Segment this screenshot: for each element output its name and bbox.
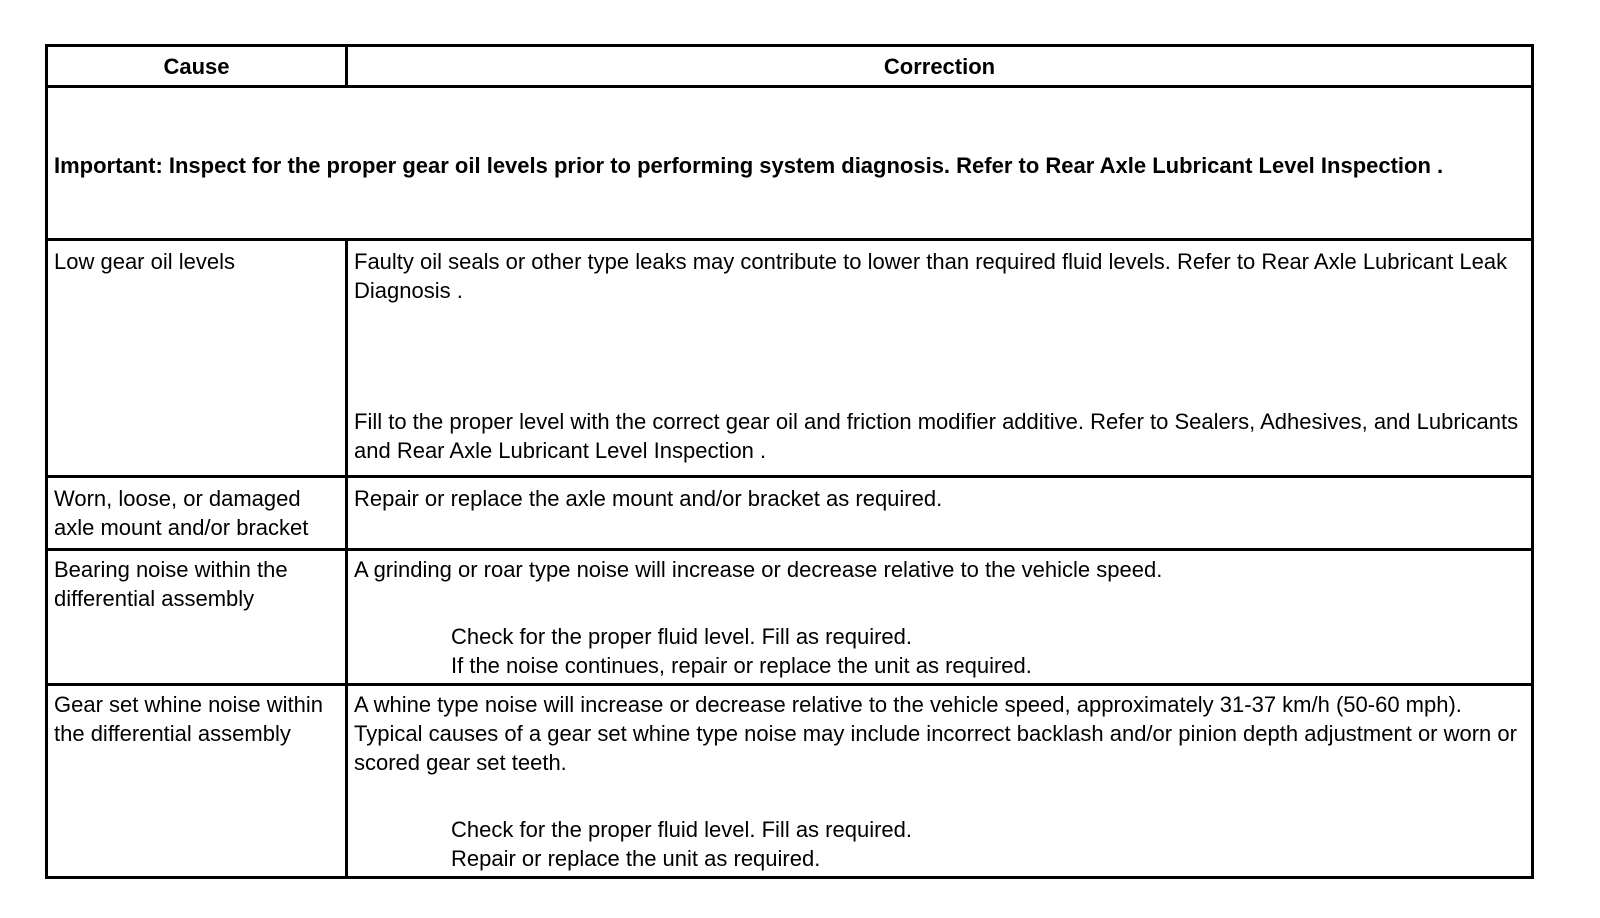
correction-text: Faulty oil seals or other type leaks may contribute to lower than required fluid levels. Refer to Rear Axle Lubricant Leak Diagnosis . [354, 249, 1508, 303]
correction-header: Correction [347, 46, 1533, 87]
important-note: Important: Inspect for the proper gear oil levels prior to performing system diagnosis. Refer to Rear Axle Lubricant Level Inspection . [54, 152, 1444, 178]
correction-cell [347, 477, 1533, 550]
correction-text: Fill to the proper level with the correct gear oil and friction modifier additive. Refer to Sealers, Adhesives, and Lubricants and Rear Axle Lubricant Level Inspection . [354, 409, 1519, 463]
correction-step: Repair or replace the unit as required. [451, 846, 821, 871]
cause-cell: Gear set whine noise within the differential assembly [47, 685, 347, 878]
table-row [47, 550, 1533, 685]
correction-cell [347, 550, 1533, 685]
correction-cell [347, 685, 1533, 878]
table-row [47, 477, 1533, 550]
correction-step: Check for the proper fluid level. Fill as required. [451, 624, 912, 649]
header-row [47, 46, 1533, 87]
correction-step: If the noise continues, repair or replace the unit as required. [451, 653, 1032, 678]
correction-text: Repair or replace the axle mount and/or bracket as required. [354, 486, 943, 511]
cause-header: Cause [47, 46, 347, 87]
cause-cell: Low gear oil levels [47, 240, 347, 477]
important-note-row [47, 87, 1533, 240]
correction-cell [347, 240, 1533, 477]
diagnosis-table [45, 44, 1534, 879]
table-row [47, 240, 1533, 477]
correction-text: A whine type noise will increase or decrease relative to the vehicle speed, approximately 31-37 km/h (50-60 mph). Typical causes of a gear set whine type noise may include incorrect backlash and/or pinion depth adjustment or worn or scored gear set teeth. [354, 692, 1517, 775]
correction-step: Check for the proper fluid level. Fill as required. [451, 817, 912, 842]
important-note-cell [47, 87, 1533, 240]
cause-cell: Worn, loose, or damaged axle mount and/or bracket [47, 477, 347, 550]
cause-cell: Bearing noise within the differential assembly [47, 550, 347, 685]
correction-text: A grinding or roar type noise will increase or decrease relative to the vehicle speed. [354, 557, 1163, 582]
table-row [47, 685, 1533, 878]
